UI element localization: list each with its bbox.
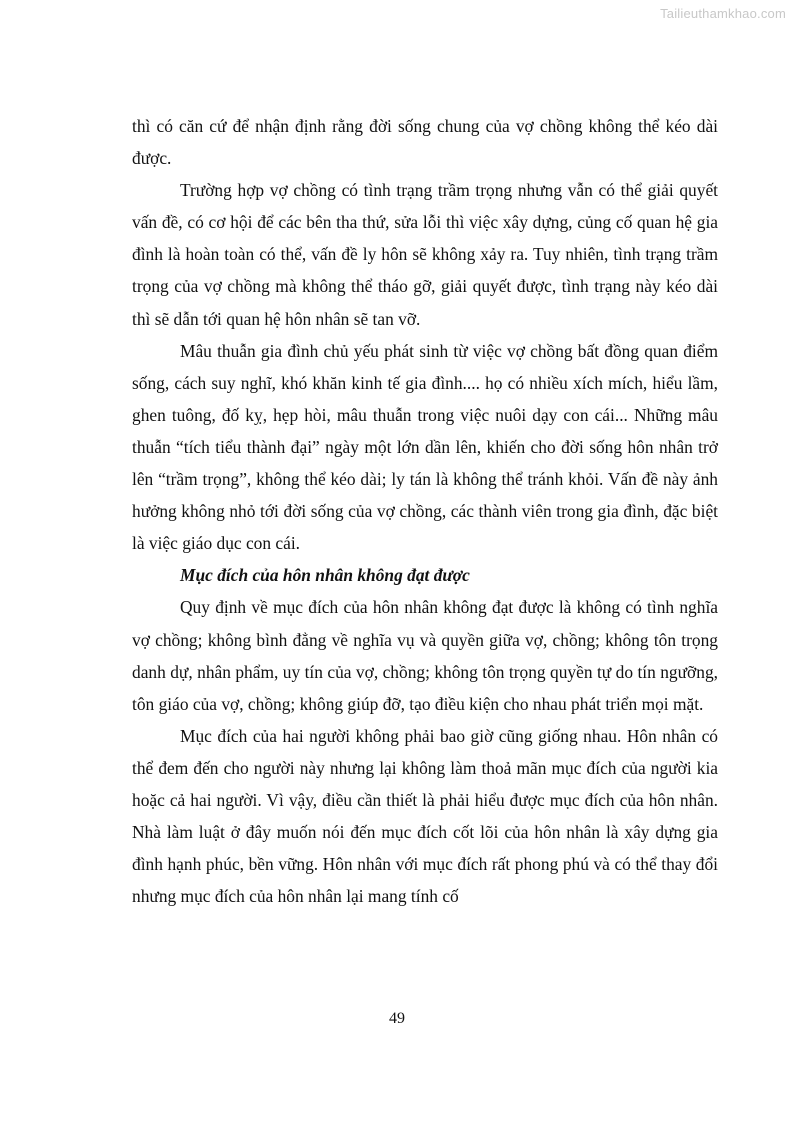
watermark: Tailieuthamkhao.com (660, 6, 786, 21)
paragraph-continuation: thì có căn cứ để nhận định rằng đời sống chung của vợ chồng không thể kéo dài được. (132, 116, 718, 169)
paragraph: Trường hợp vợ chồng có tình trạng trầm trọng nhưng vẫn có thể giải quyết vấn đề, có cơ hội để các bên tha thứ, sửa lỗi thì việc xây dựng, củng cố quan hệ gia đình là hoàn toàn có thể, vấn đề ly hôn sẽ không xảy ra. Tuy nhiên, tình trạng trầm trọng của vợ chồng mà không thể tháo gỡ, giải quyết được, tình trạng này kéo dài thì sẽ dẫn tới quan hệ hôn nhân sẽ tan vỡ. (132, 180, 718, 329)
page-number: 49 (389, 1010, 405, 1027)
paragraph: Mục đích của hai người không phải bao giờ cũng giống nhau. Hôn nhân có thể đem đến cho người này nhưng lại không làm thoả mãn mục đích của người kia hoặc cả hai người. Vì vậy, điều cần thiết là phải hiểu được mục đích của hôn nhân. Nhà làm luật ở đây muốn nói đến mục đích cốt lõi của hôn nhân là xây dựng gia đình hạnh phúc, bền vững. Hôn nhân với mục đích rất phong phú và có thể thay đổi nhưng mục đích của hôn nhân lại mang tính cố (132, 725, 718, 907)
paragraph: Mâu thuẫn gia đình chủ yếu phát sinh từ việc vợ chồng bất đồng quan điểm sống, cách suy nghĩ, khó khăn kinh tế gia đình.... họ có nhiều xích mích, hiểu lầm, ghen tuông, đố kỵ, hẹp hòi, mâu thuẫn trong việc nuôi dạy con cái... Những mâu thuẫn “tích tiểu thành đại” ngày một lớn dần lên, khiến cho đời sống hôn nhân trở lên “trầm trọng”, không thể kéo dài; ly tán là không thể tránh khỏi. Vấn đề này ảnh hưởng không nhỏ tới đời sống của vợ chồng, các thành viên trong gia đình, đặc biệt là việc giáo dục con cái. (132, 340, 718, 554)
section-heading: Mục đích của hôn nhân không đạt được (180, 565, 470, 586)
paragraph: Quy định về mục đích của hôn nhân không đạt được là không có tình nghĩa vợ chồng; không bình đẳng về nghĩa vụ và quyền giữa vợ, chồng; không tôn trọng danh dự, nhân phẩm, uy tín của vợ, chồng; không tôn trọng quyền tự do tín ngưỡng, tôn giáo của vợ, chồng; không giúp đỡ, tạo điều kiện cho nhau phát triển mọi mặt. (132, 597, 718, 714)
page-body (132, 110, 718, 912)
